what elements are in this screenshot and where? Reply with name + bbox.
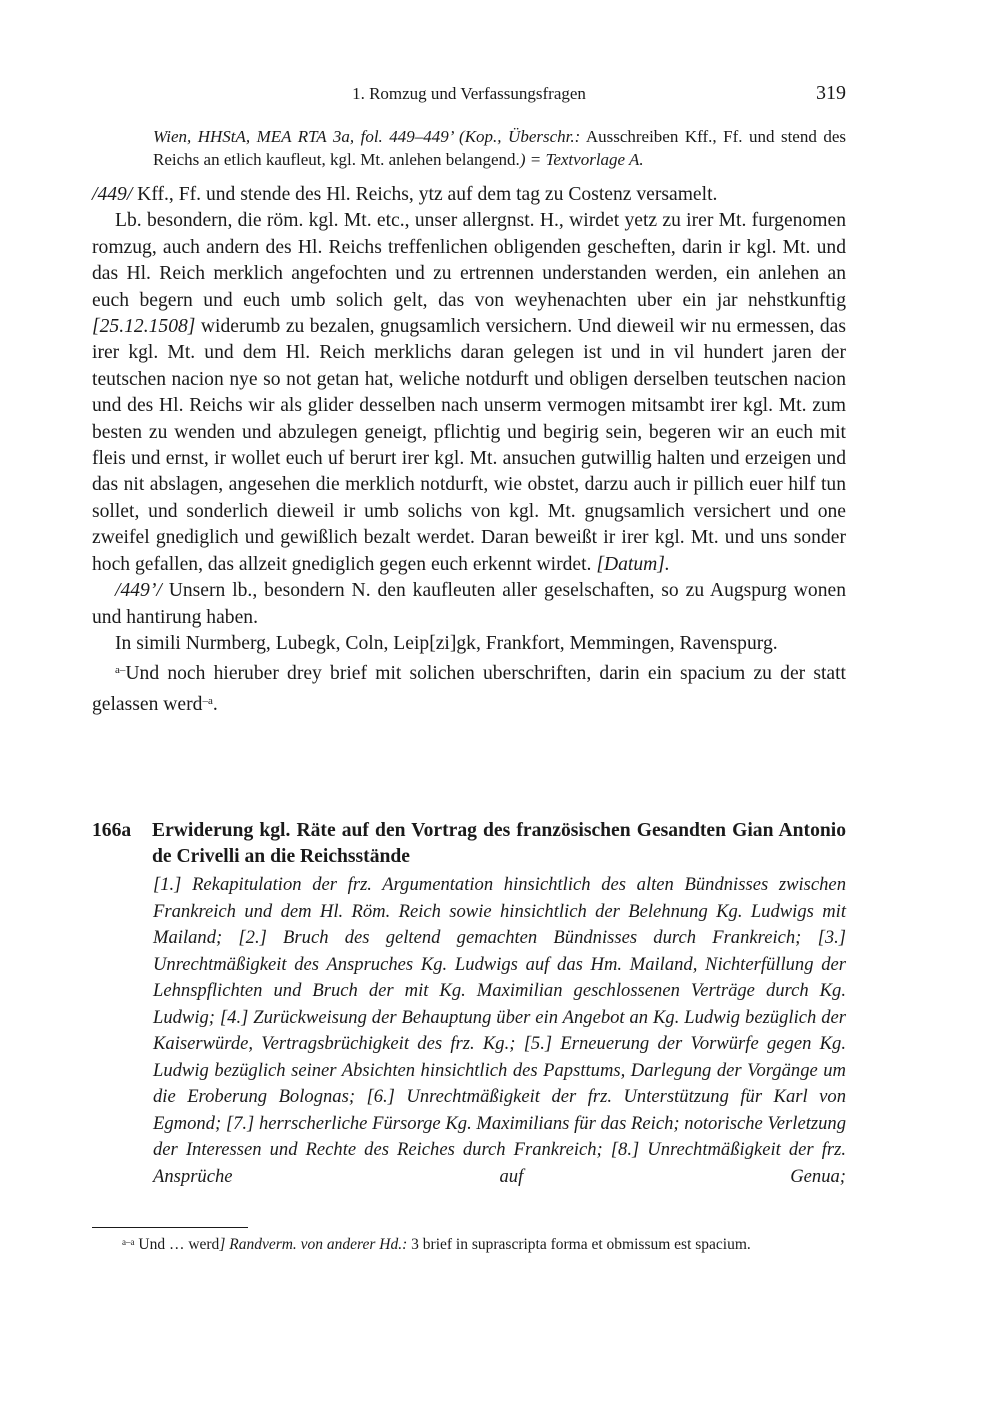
footnote-mark: a–a xyxy=(122,1237,135,1247)
addressee-text: Unsern lb., besondern N. den kaufleuten aller geselschaften, so zu Augspurg wonen und hantirung haben. xyxy=(92,580,846,628)
source-text-template: ) = Textvorlage A. xyxy=(519,150,644,169)
marginal-note-paragraph xyxy=(92,657,846,718)
letter-address xyxy=(92,182,846,208)
folio-marker-verso: /449’/ xyxy=(115,580,162,602)
in-simili-line: In simili Nurmberg, Lubegk, Coln, Leip[zi]gk, Frankfort, Memmingen, Ravenspurg. xyxy=(115,632,778,654)
document-number: 166a xyxy=(92,820,132,841)
footnote-lemma: Und … werd xyxy=(134,1236,220,1253)
source-archive-reference: Wien, HHStA, MEA RTA 3a, fol. 449–449’ (Kop., Überschr.: xyxy=(153,127,581,146)
footnote xyxy=(122,1232,846,1255)
letter-body-part-1: Lb. besondern, die röm. kgl. Mt. etc., unser allergnst. H., wirdet yetz zu irer Mt. furgenomen romzug, auch andern des Hl. Reichs treffenlichen obligenden gescheften, darin ir kgl. Mt. und das Hl. Reich merklich angefochten und zu ertrennen understanden werden, ein anlehen an euch begern und euch umb solich gelt, das von weyhenachten uber ein jar nehstkunftig xyxy=(92,210,846,311)
date-note: [25.12.1508] xyxy=(92,316,196,338)
note-open-mark: a– xyxy=(115,664,126,677)
letter-text xyxy=(92,182,846,718)
document-summary: [1.] Rekapitulation der frz. Argumentation hinsichtlich des alten Bündnisses zwischen Frankreich und dem Hl. Röm. Reich sowie hinsichtlich der Belehnung Kg. Ludwigs mit Mailand; [2.] Bruch des geltend gemachten Bündnisses durch Frankreich; [3.] Unrechtmäßigkeit des Anspruches Kg. Ludwigs auf das Hm. Mailand, Nichterfüllung der Lehnspflichten und Bruch der mit Kg. Maximilian geschlossenen Verträge durch Kg. Ludwig; [4.] Zurückweisung der Behauptung über ein Angebot an Kg. Ludwig bezüglich der Kaiserwürde, Vertragsbrüchigkeit des frz. Kg.; [5.] Erneuerung der Vorwürfe gegen Kg. Ludwig bezüglich seiner Absichten hinsichtlich des Papsttums, Darlegung der Vorgänge um die Eroberung Bolognas; [6.] Unrechtmäßigkeit der frz. Unterstützung für Karl von Egmond; [7.] herrscherliche Fürsorge Kg. Maximilians für das Reich; notorische Verletzung der Interessen und Rechte des Reiches durch Frankreich; [8.] Unrechtmäßigkeit der frz. Ansprüche auf Genua; xyxy=(153,874,846,1187)
footnote-rule xyxy=(92,1227,248,1228)
footnote-text: 3 brief in suprascripta forma et obmissum est spacium. xyxy=(407,1236,751,1253)
source-note xyxy=(153,125,846,171)
address-text: Kff., Ff. und stende des Hl. Reichs, ytz auf dem tag zu Costenz versamelt. xyxy=(132,184,718,205)
marginal-note-text: Und noch hieruber drey brief mit solichen uberschriften, darin ein spacium zu der statt gelassen werd xyxy=(92,663,846,715)
source-heading-text: Ausschreiben Kff., Ff. und stend des Reichs an etlich kaufleut, kgl. Mt. anlehen belangend. xyxy=(153,127,846,169)
letter-addressee xyxy=(92,578,846,631)
running-title: 1. Romzug und Verfassungsfragen xyxy=(352,84,586,103)
datum-note: [Datum]. xyxy=(596,553,670,575)
folio-marker: /449/ xyxy=(92,184,133,205)
note-close-mark: –a xyxy=(202,694,213,707)
document-title: Erwiderung kgl. Räte auf den Vortrag des französischen Gesandten Gian Antonio de Crivelli an die Reichsstände xyxy=(152,820,846,867)
letter-body-part-2: widerumb zu bezalen, gnugsamlich versichern. Und dieweil wir nu ermessen, das irer kgl. Mt. und dem Hl. Reich merklichs daran gelegen ist und in vil hundert jaren der teutschen nacion nye so not getan hat, weliche notdurft und obligen derselben teutschen nacion und des Hl. Reichs wir als glider desselben nach unserm vermogen mitsambt irer kgl. Mt. zum besten zu wenden und abzulegen geneigt, pflichtig und begirig sein, begeren wir an euch mit fleis und ernst, ir wollet euch uf berurt irer kgl. Mt. ansuchen gutwillig halten und erzeigen und das nit abslagen, angesehen die merklich notdurft, wie obstet, darzu auch ir pillich euer hilf tun sollet, und sonderlich dieweil ir umb solichs von kgl. Mt. gnugsamlich versichert und one zweifel gnediglich und gewißlich bezalt werdet. Daran beweißt ir irer kgl. Mt. und uns sonder hoch gefallen, das allzeit gnediglich gegen euch erkennt wirdet. xyxy=(92,316,846,575)
note-end: . xyxy=(212,693,218,715)
page-number: 319 xyxy=(816,82,846,104)
footnote-italic: ] Randverm. von anderer Hd.: xyxy=(219,1236,408,1253)
running-head xyxy=(92,82,846,106)
document-heading xyxy=(92,818,846,870)
letter-body xyxy=(92,208,846,578)
